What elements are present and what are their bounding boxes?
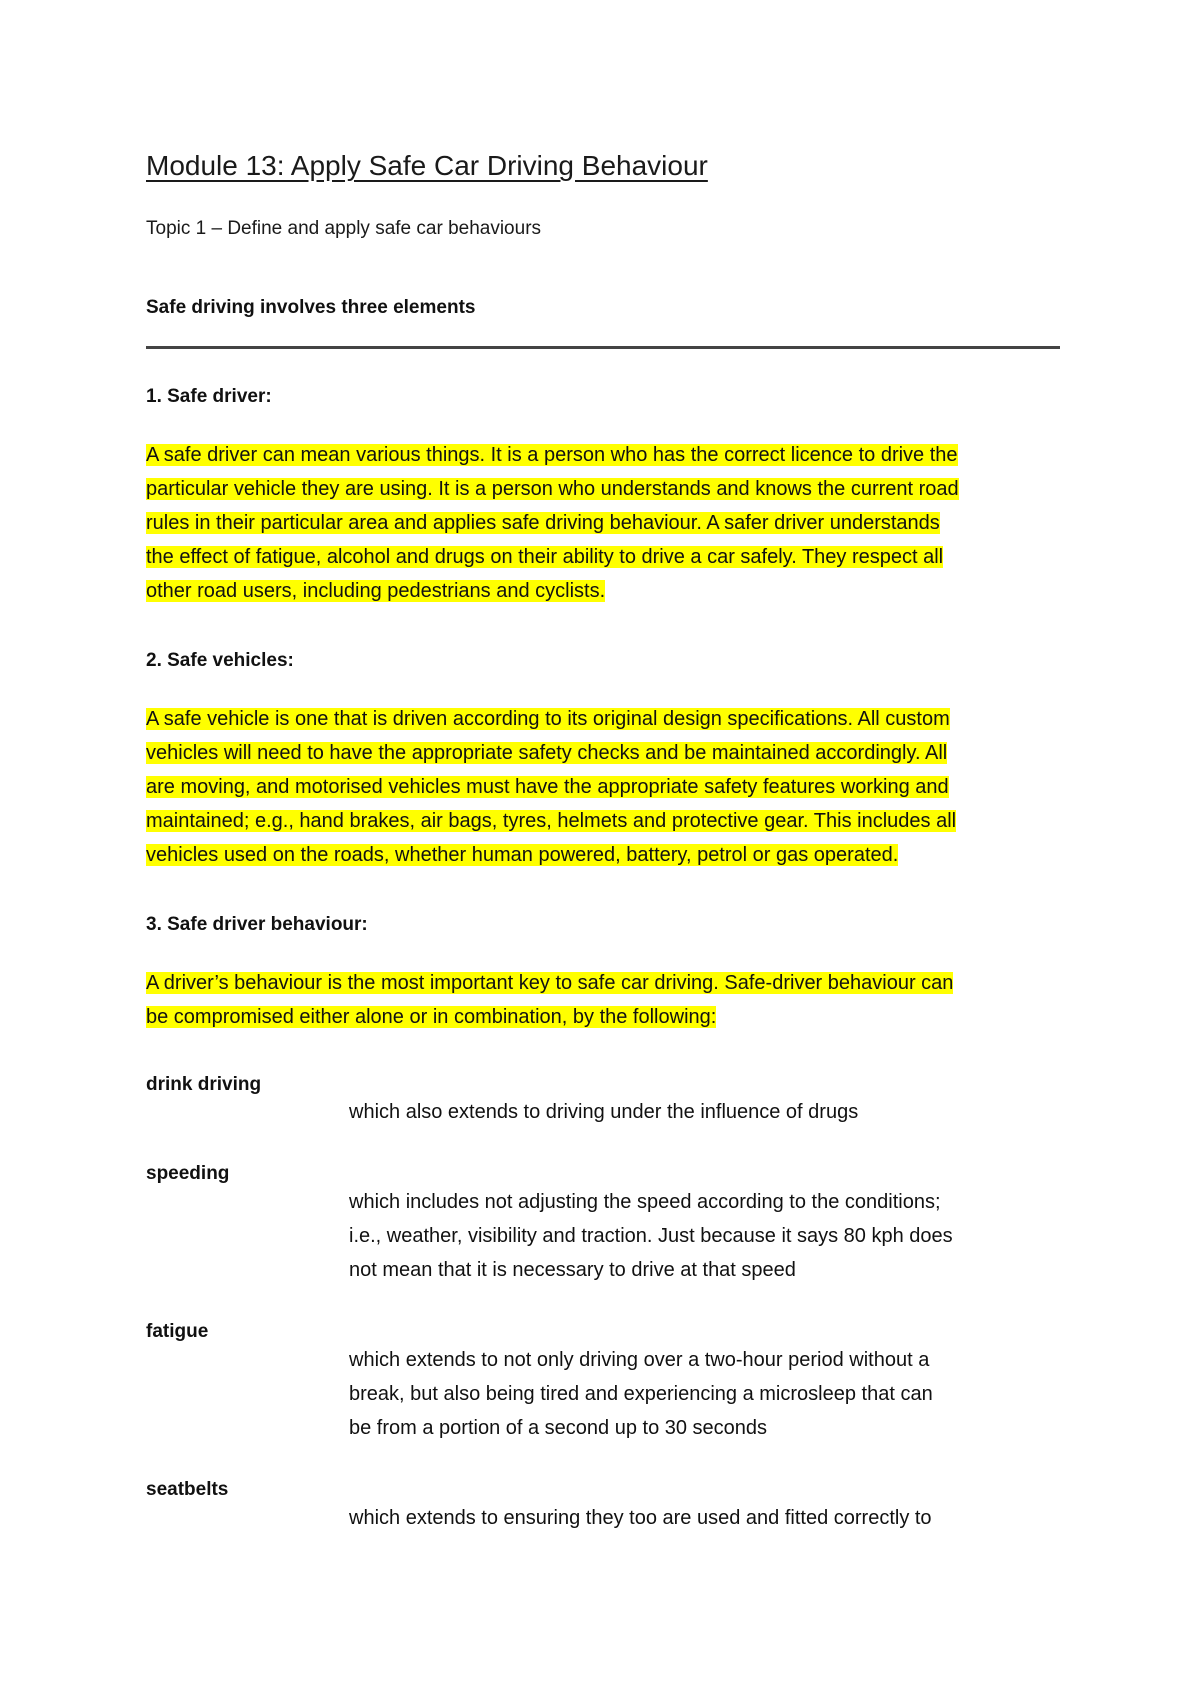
section-heading-safe-vehicles: 2. Safe vehicles:	[146, 650, 294, 671]
factor-description-seatbelts	[349, 1501, 1049, 1535]
description-line: not mean that it is necessary to drive at that speed	[349, 1259, 796, 1281]
factor-description-fatigue	[349, 1343, 1049, 1445]
section-heading-safe-driver: 1. Safe driver:	[146, 386, 272, 407]
horizontal-divider	[146, 346, 1060, 349]
highlighted-line: vehicles used on the roads, whether human powered, battery, petrol or gas operated.	[146, 844, 899, 866]
highlighted-line: are moving, and motorised vehicles must have the appropriate safety features working and	[146, 776, 949, 798]
highlighted-line: the effect of fatigue, alcohol and drugs on their ability to drive a car safely. They respect all	[146, 546, 944, 568]
factor-description-speeding	[349, 1185, 1049, 1287]
highlighted-line: rules in their particular area and applies safe driving behaviour. A safer driver understands	[146, 512, 940, 534]
section-heading-safe-driver-behaviour: 3. Safe driver behaviour:	[146, 914, 368, 935]
highlighted-line: maintained; e.g., hand brakes, air bags, tyres, helmets and protective gear. This includes all	[146, 810, 957, 832]
description-line: which extends to ensuring they too are used and fitted correctly to	[349, 1507, 932, 1529]
highlighted-line: A safe driver can mean various things. It is a person who has the correct licence to drive the	[146, 444, 958, 466]
section-body-safe-driver	[146, 438, 1066, 608]
highlighted-line: be compromised either alone or in combination, by the following:	[146, 1006, 717, 1028]
description-line: be from a portion of a second up to 30 seconds	[349, 1417, 768, 1439]
section-body-safe-driver-behaviour	[146, 966, 1066, 1034]
module-title: Module 13: Apply Safe Car Driving Behaviour	[146, 150, 708, 181]
factor-term-drink-driving: drink driving	[146, 1074, 262, 1095]
description-line: which extends to not only driving over a two-hour period without a	[349, 1349, 930, 1371]
description-line: break, but also being tired and experiencing a microsleep that can	[349, 1383, 933, 1405]
factor-description-drink-driving	[349, 1095, 1049, 1129]
factor-term-seatbelts: seatbelts	[146, 1479, 229, 1500]
description-line: i.e., weather, visibility and traction. Just because it says 80 kph does	[349, 1225, 953, 1247]
highlighted-line: particular vehicle they are using. It is a person who understands and knows the current road	[146, 478, 959, 500]
highlighted-line: A safe vehicle is one that is driven according to its original design specifications. All custom	[146, 708, 950, 730]
highlighted-line: vehicles will need to have the appropriate safety checks and be maintained accordingly. All	[146, 742, 948, 764]
highlighted-line: A driver’s behaviour is the most important key to safe car driving. Safe-driver behaviour can	[146, 972, 954, 994]
topic-subtitle: Topic 1 – Define and apply safe car behaviours	[146, 218, 542, 239]
description-line: which also extends to driving under the influence of drugs	[349, 1101, 859, 1123]
factor-term-speeding: speeding	[146, 1163, 230, 1184]
highlighted-line: other road users, including pedestrians and cyclists.	[146, 580, 606, 602]
factor-term-fatigue: fatigue	[146, 1321, 209, 1342]
description-line: which includes not adjusting the speed according to the conditions;	[349, 1191, 941, 1213]
intro-heading: Safe driving involves three elements	[146, 297, 476, 318]
section-body-safe-vehicles	[146, 702, 1066, 872]
